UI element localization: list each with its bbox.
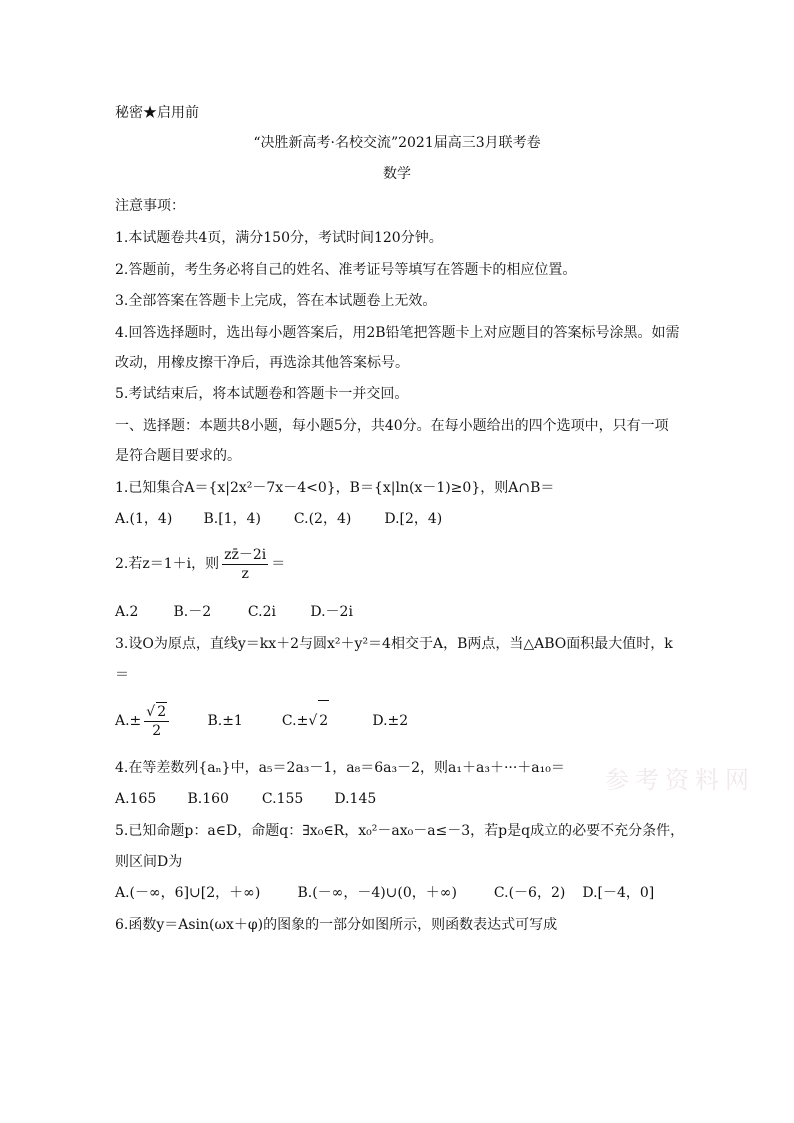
q2-option-d: D.－2i xyxy=(310,604,353,620)
note-2: 2.答题前，考生务必将自己的姓名、准考证号等填写在答题卡的相应位置。 xyxy=(115,262,577,278)
q5-options xyxy=(115,883,654,903)
q3-stem-line-2: ＝ xyxy=(115,667,129,683)
q3-option-c-prefix: C.± xyxy=(281,713,309,729)
q3-option-a-denominator: 2 xyxy=(152,723,162,739)
q5-option-c: C.(－6，2) xyxy=(493,885,566,901)
q3-option-d: D.±2 xyxy=(372,713,409,729)
q4-option-a: A.165 xyxy=(115,791,157,807)
q2-denominator: z xyxy=(241,565,249,582)
note-3: 3.全部答案在答题卡上完成，答在本试题卷上无效。 xyxy=(115,293,437,309)
q3-option-a-prefix: A.± xyxy=(115,713,142,729)
q2-options xyxy=(115,602,353,622)
notes-heading: 注意事项： xyxy=(115,198,185,214)
q2-stem-prefix: 2.若z＝1＋i，则 xyxy=(115,556,220,572)
note-4-line-1: 4.回答选择题时，选出每小题答案后，用2B铅笔把答题卡上对应题目的答案标号涂黑。如需 xyxy=(115,325,680,341)
q1-options xyxy=(115,509,442,529)
q2-option-c: C.2i xyxy=(247,604,276,620)
exam-title: “决胜新高考·名校交流”2021届高三3月联考卷 xyxy=(253,135,541,151)
q5-option-a: A.(－∞，6]∪[2，＋∞) xyxy=(115,885,261,901)
q3-option-c: C.±√ 2 xyxy=(282,700,368,741)
subject-title: 数学 xyxy=(383,166,411,182)
q5-stem-line-1: 5.已知命题p：a∈D，命题q：∃x₀∈R，x₀²－ax₀－a≤－3，若p是q成立的必要不充分条件， xyxy=(115,823,685,839)
section-1-line-1: 一、选择题：本题共8小题，每小题5分，共40分。在每小题给出的四个选项中，只有一项 xyxy=(115,418,669,434)
q1-option-a: A.(1，4) xyxy=(115,511,173,527)
q2-option-a: A.2 xyxy=(115,604,139,620)
watermark: 参考资料网 xyxy=(605,766,755,794)
q2-stem xyxy=(115,545,285,583)
q3-option-b: B.±1 xyxy=(207,713,243,729)
q3-option-a-root: 2 xyxy=(157,704,167,720)
q3-option-a xyxy=(115,701,203,741)
q2-stem-suffix: ＝ xyxy=(271,556,286,572)
note-5: 5.考试结束后，将本试题卷和答题卡一并交回。 xyxy=(115,386,409,402)
q3-options xyxy=(115,700,408,741)
q2-option-b: B.－2 xyxy=(173,604,212,620)
note-4-line-2: 改动，用橡皮擦干净后，再选涂其他答案标号。 xyxy=(115,355,409,371)
q4-option-d: D.145 xyxy=(334,791,377,807)
q5-stem-line-2: 则区间D为 xyxy=(115,854,183,870)
q2-fraction xyxy=(222,546,268,583)
q5-option-b: B.(－∞，－4)∪(0，＋∞) xyxy=(297,885,457,901)
q6-stem: 6.函数y＝Asin(ωx＋φ)的图象的一部分如图所示，则函数表达式可写成 xyxy=(115,917,558,933)
q1-option-c: C.(2，4) xyxy=(293,511,352,527)
secret-label: 秘密★启用前 xyxy=(115,105,199,121)
q1-option-d: D.[2，4) xyxy=(384,511,443,527)
q3-option-c-root: 2 xyxy=(318,700,329,741)
q1-option-b: B.[1，4) xyxy=(203,511,261,527)
q3-stem-line-1: 3.设O为原点，直线y＝kx＋2与圆x²＋y²＝4相交于A，B两点，当△ABO面积最大值时，k xyxy=(115,636,673,652)
q4-option-c: C.155 xyxy=(261,791,304,807)
section-1-line-2: 是符合题目要求的。 xyxy=(115,448,241,464)
note-1: 1.本试题卷共4页，满分150分，考试时间120分钟。 xyxy=(115,230,443,246)
q3-option-a-fraction xyxy=(144,702,169,740)
q1-stem: 1.已知集合A＝{x|2x²－7x－4<0}，B＝{x|ln(x－1)≥0}，则A∩B＝ xyxy=(115,480,555,496)
q4-stem: 4.在等差数列{aₙ}中，a₅＝2a₃－1，a₈＝6a₃－2，则a₁＋a₃＋···＋a₁₀＝ xyxy=(115,760,565,776)
q4-option-b: B.160 xyxy=(187,791,229,807)
q4-options xyxy=(115,789,376,809)
q5-option-d: D.[－4，0] xyxy=(582,885,655,901)
q2-numerator: zz̄－2i xyxy=(224,546,267,563)
q3-option-a-numerator: √ 2 xyxy=(144,702,169,722)
